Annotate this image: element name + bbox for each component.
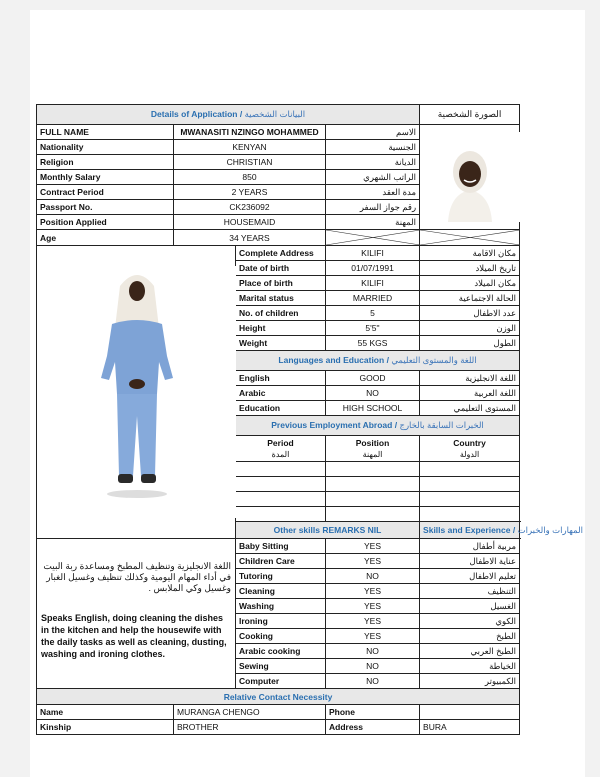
label-position-applied: Position Applied [37, 215, 174, 230]
remarks-english: Speaks English, doing cleaning the dishes in the kitchen and help the housewife with the daily tasks as well as cleaning, dusting, washing and ironing clothes. [41, 613, 227, 659]
value-cleaning: YES [326, 584, 420, 599]
label-no-of-children: No. of children [236, 306, 326, 321]
employment-cell [236, 462, 326, 477]
value-position-applied: HOUSEMAID [174, 215, 326, 230]
employment-cell [236, 507, 326, 522]
ar-computer: الكمبيوتر [420, 674, 520, 689]
value-marital-status: MARRIED [326, 291, 420, 306]
employment-cell [326, 507, 420, 522]
label-cleaning: Cleaning [236, 584, 326, 599]
form-table [36, 104, 583, 735]
ar-full-name: الاسم [326, 125, 420, 140]
value-contract-period: 2 YEARS [174, 185, 326, 200]
value-age: 34 YEARS [174, 230, 326, 246]
full-body-photo-cell [37, 246, 236, 539]
employment-cell [420, 462, 520, 477]
value-english: GOOD [326, 371, 420, 386]
label-place-of-birth: Place of birth [236, 276, 326, 291]
employment-header: Previous Employment Abroad / الخبرات السابقة بالخارج [236, 416, 520, 436]
ar-marital-status: الحالة الاجتماعية [420, 291, 520, 306]
value-relative-phone [420, 705, 520, 720]
label-ironing: Ironing [236, 614, 326, 629]
label-relative-phone: Phone [326, 705, 420, 720]
label-computer: Computer [236, 674, 326, 689]
ar-weight: الطول [420, 336, 520, 351]
portrait-photo-cell [420, 125, 520, 230]
employment-cell [236, 492, 326, 507]
value-monthly-salary: 850 [174, 170, 326, 185]
ar-tutoring: تعليم الاطفال [420, 569, 520, 584]
ar-children-care: عناية الاطفال [420, 554, 520, 569]
value-religion: CHRISTIAN [174, 155, 326, 170]
value-complete-address: KILIFI [326, 246, 420, 261]
remarks-cell [37, 539, 236, 689]
label-relative-address: Address [326, 720, 420, 735]
employment-cell [326, 462, 420, 477]
ar-baby-sitting: مربية أطفال [420, 539, 520, 554]
value-computer: NO [326, 674, 420, 689]
relative-header: Relative Contact Necessity [37, 689, 520, 705]
value-no-of-children: 5 [326, 306, 420, 321]
label-weight: Weight [236, 336, 326, 351]
label-complete-address: Complete Address [236, 246, 326, 261]
ar-no-of-children: عدد الاطفال [420, 306, 520, 321]
ar-monthly-salary: الراتب الشهري [326, 170, 420, 185]
label-monthly-salary: Monthly Salary [37, 170, 174, 185]
ar-cleaning: التنظيف [420, 584, 520, 599]
ar-cooking: الطبخ [420, 629, 520, 644]
label-baby-sitting: Baby Sitting [236, 539, 326, 554]
value-ironing: YES [326, 614, 420, 629]
ar-date-of-birth: تاريخ الميلاد [420, 261, 520, 276]
value-sewing: NO [326, 659, 420, 674]
employment-cell [420, 492, 520, 507]
ar-place-of-birth: مكان الميلاد [420, 276, 520, 291]
ar-position-applied: المهنة [326, 215, 420, 230]
label-kinship: Kinship [37, 720, 174, 735]
value-tutoring: NO [326, 569, 420, 584]
ar-passport-no: رقم جواز السفر [326, 200, 420, 215]
label-religion: Religion [37, 155, 174, 170]
value-kinship: BROTHER [174, 720, 326, 735]
portrait-photo [420, 132, 520, 222]
label-washing: Washing [236, 599, 326, 614]
col-country: Country الدولة [420, 436, 520, 462]
col-period: Period المدة [236, 436, 326, 462]
label-relative-name: Name [37, 705, 174, 720]
full-body-photo [37, 266, 236, 518]
remarks-arabic: اللغة الانجليزية وتنظيف المطبخ ومساعدة ربة البيت في أداء المهام اليومية وكذلك تنظيف وغسيل الغبار وغسيل وكي الملابس . [43, 561, 231, 593]
value-date-of-birth: 01/07/1991 [326, 261, 420, 276]
value-relative-address: BURA [420, 720, 520, 735]
label-sewing: Sewing [236, 659, 326, 674]
other-skills-header: Other skills REMARKS NIL [236, 522, 420, 539]
label-date-of-birth: Date of birth [236, 261, 326, 276]
crossed-box-2 [420, 230, 520, 246]
label-passport-no: Passport No. [37, 200, 174, 215]
details-header: Details of Application / البيانات الشخصية [37, 105, 420, 125]
employment-cell [326, 477, 420, 492]
languages-header: Languages and Education / اللغة والمستوى التعليمي [236, 351, 520, 371]
photo-header: الصورة الشخصية [420, 105, 520, 125]
ar-education: المستوى التعليمي [420, 401, 520, 416]
employment-cell [420, 477, 520, 492]
label-nationality: Nationality [37, 140, 174, 155]
value-arabic-cooking: NO [326, 644, 420, 659]
label-education: Education [236, 401, 326, 416]
col-position: Position المهنة [326, 436, 420, 462]
application-form [36, 104, 583, 735]
ar-sewing: الخياطة [420, 659, 520, 674]
value-weight: 55 KGS [326, 336, 420, 351]
label-english: English [236, 371, 326, 386]
ar-arabic: اللغة العربية [420, 386, 520, 401]
ar-arabic-cooking: الطبخ العربي [420, 644, 520, 659]
ar-washing: الغسيل [420, 599, 520, 614]
value-education: HIGH SCHOOL [326, 401, 420, 416]
label-children-care: Children Care [236, 554, 326, 569]
value-baby-sitting: YES [326, 539, 420, 554]
label-height: Height [236, 321, 326, 336]
value-washing: YES [326, 599, 420, 614]
label-tutoring: Tutoring [236, 569, 326, 584]
label-arabic-cooking: Arabic cooking [236, 644, 326, 659]
value-cooking: YES [326, 629, 420, 644]
label-arabic: Arabic [236, 386, 326, 401]
label-full-name: FULL NAME [37, 125, 174, 140]
ar-religion: الديانة [326, 155, 420, 170]
ar-ironing: الكوي [420, 614, 520, 629]
value-arabic: NO [326, 386, 420, 401]
label-age: Age [37, 230, 174, 246]
ar-complete-address: مكان الاقامة [420, 246, 520, 261]
value-relative-name: MURANGA CHENGO [174, 705, 326, 720]
employment-cell [420, 507, 520, 522]
skills-header: Skills and Experience / المهارات والخبرات [420, 522, 520, 539]
value-height: 5'5'' [326, 321, 420, 336]
value-children-care: YES [326, 554, 420, 569]
value-passport-no: CK236092 [174, 200, 326, 215]
ar-height: الوزن [420, 321, 520, 336]
employment-cell [326, 492, 420, 507]
ar-nationality: الجنسية [326, 140, 420, 155]
ar-contract-period: مدة العقد [326, 185, 420, 200]
value-place-of-birth: KILIFI [326, 276, 420, 291]
label-contract-period: Contract Period [37, 185, 174, 200]
crossed-box-1 [326, 230, 420, 246]
label-marital-status: Marital status [236, 291, 326, 306]
ar-english: اللغة الانجليزية [420, 371, 520, 386]
value-nationality: KENYAN [174, 140, 326, 155]
employment-cell [236, 477, 326, 492]
label-cooking: Cooking [236, 629, 326, 644]
value-full-name: MWANASITI NZINGO MOHAMMED [174, 125, 326, 140]
